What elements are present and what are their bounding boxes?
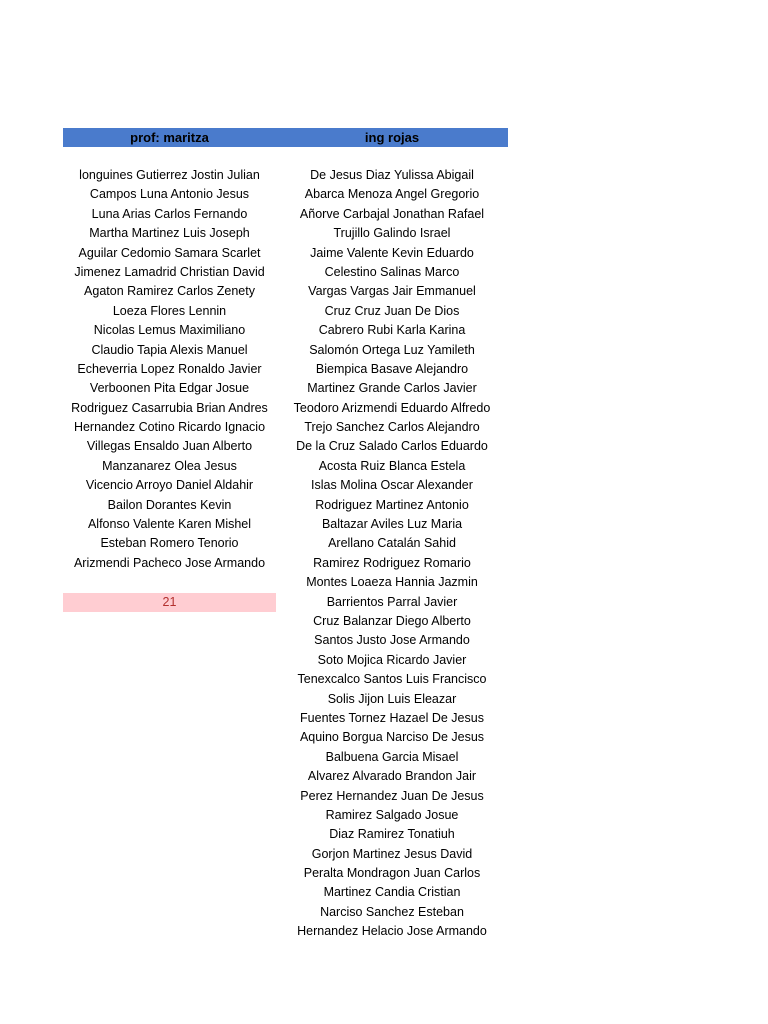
header-ing-rojas[interactable]: ing rojas <box>364 130 420 145</box>
name-cell[interactable]: Arellano Catalán Sahid <box>328 536 456 551</box>
name-cell[interactable]: Aquino Borgua Narciso De Jesus <box>299 730 485 745</box>
name-cell[interactable]: Agaton Ramirez Carlos Zenety <box>84 284 255 299</box>
name-cell[interactable]: Vicencio Arroyo Daniel Aldahir <box>85 478 254 493</box>
name-cell[interactable]: Claudio Tapia Alexis Manuel <box>91 342 248 357</box>
name-cell[interactable]: Vargas Vargas Jair Emmanuel <box>308 284 476 299</box>
name-cell[interactable]: Acosta Ruiz Blanca Estela <box>318 458 466 473</box>
name-cell[interactable]: Manzanarez Olea Jesus <box>102 458 237 473</box>
name-cell[interactable]: Teodoro Arizmendi Eduardo Alfredo <box>293 400 491 415</box>
name-cell[interactable]: Cruz Cruz Juan De Dios <box>324 303 460 318</box>
name-cell[interactable]: Jimenez Lamadrid Christian David <box>74 264 265 279</box>
name-cell[interactable]: Solis Jijon Luis Eleazar <box>327 691 457 706</box>
name-cell[interactable]: Barrientos Parral Javier <box>326 594 458 609</box>
name-cell[interactable]: Jaime Valente Kevin Eduardo <box>310 245 474 260</box>
left-name-column <box>63 166 276 573</box>
name-cell[interactable]: Peralta Mondragon Juan Carlos <box>303 866 481 881</box>
name-cell[interactable]: Luna Arias Carlos Fernando <box>91 206 248 221</box>
name-cell[interactable]: Esteban Romero Tenorio <box>100 536 239 551</box>
right-name-column <box>276 166 508 942</box>
name-cell[interactable]: Salomón Ortega Luz Yamileth <box>309 342 475 357</box>
name-cell[interactable]: Baltazar Aviles Luz Maria <box>321 517 463 532</box>
name-cell[interactable]: Rodriguez Martinez Antonio <box>315 497 469 512</box>
name-cell[interactable]: Perez Hernandez Juan De Jesus <box>300 788 484 803</box>
name-cell[interactable]: Tenexcalco Santos Luis Francisco <box>297 672 487 687</box>
name-cell[interactable]: Martinez Candia Cristian <box>323 885 461 900</box>
name-cell[interactable]: Aguilar Cedomio Samara Scarlet <box>78 245 261 260</box>
name-cell[interactable]: Soto Mojica Ricardo Javier <box>317 652 467 667</box>
name-cell[interactable]: Narciso Sanchez Esteban <box>320 904 464 919</box>
name-cell[interactable]: De Jesus Diaz Yulissa Abigail <box>310 168 474 182</box>
name-cell[interactable]: Abarca Menoza Angel Gregorio <box>304 187 480 202</box>
name-cell[interactable]: Ramirez Rodriguez Romario <box>313 555 471 570</box>
name-cell[interactable]: Islas Molina Oscar Alexander <box>311 478 473 493</box>
left-count-cell[interactable]: 21 <box>63 593 276 612</box>
name-cell[interactable]: Trujillo Galindo Israel <box>333 226 451 241</box>
name-cell[interactable]: Celestino Salinas Marco <box>324 264 460 279</box>
name-cell[interactable]: Ramirez Salgado Josue <box>325 807 459 822</box>
name-cell[interactable]: Alvarez Alvarado Brandon Jair <box>307 769 477 784</box>
name-cell[interactable]: Biempica Basave Alejandro <box>315 361 469 376</box>
name-cell[interactable]: longuines Gutierrez Jostin Julian <box>79 168 260 182</box>
name-cell[interactable]: Cruz Balanzar Diego Alberto <box>313 613 471 628</box>
name-cell[interactable]: Echeverria Lopez Ronaldo Javier <box>77 361 262 376</box>
name-cell[interactable]: Balbuena Garcia Misael <box>325 749 459 764</box>
name-cell[interactable]: Villegas Ensaldo Juan Alberto <box>86 439 253 454</box>
name-cell[interactable]: Gorjon Martinez Jesus David <box>311 846 473 861</box>
name-cell[interactable]: Hernandez Helacio Jose Armando <box>297 924 487 939</box>
name-cell[interactable]: Trejo Sanchez Carlos Alejandro <box>304 420 480 435</box>
header-row <box>63 128 508 147</box>
name-cell[interactable]: Fuentes Tornez Hazael De Jesus <box>300 710 484 725</box>
name-cell[interactable]: Cabrero Rubi Karla Karina <box>318 323 466 338</box>
name-cell[interactable]: Montes Loaeza Hannia Jazmin <box>306 575 478 590</box>
name-cell[interactable]: Bailon Dorantes Kevin <box>107 497 232 512</box>
name-cell[interactable]: Campos Luna Antonio Jesus <box>89 187 250 202</box>
name-cell[interactable]: Verboonen Pita Edgar Josue <box>89 381 250 396</box>
name-cell[interactable]: Martha Martinez Luis Joseph <box>89 226 250 241</box>
name-cell[interactable]: Diaz Ramirez Tonatiuh <box>329 827 455 842</box>
name-cell[interactable]: Loeza Flores Lennin <box>112 303 227 318</box>
name-cell[interactable]: Hernandez Cotino Ricardo Ignacio <box>73 420 266 435</box>
name-cell[interactable]: Nicolas Lemus Maximiliano <box>93 323 246 338</box>
name-cell[interactable]: Alfonso Valente Karen Mishel <box>87 517 252 532</box>
name-cell[interactable]: De la Cruz Salado Carlos Eduardo <box>296 439 488 454</box>
header-prof-maritza[interactable]: prof: maritza <box>130 130 209 145</box>
name-cell[interactable]: Añorve Carbajal Jonathan Rafael <box>299 206 485 221</box>
name-cell[interactable]: Arizmendi Pacheco Jose Armando <box>73 555 266 570</box>
name-cell[interactable]: Santos Justo Jose Armando <box>314 633 470 648</box>
name-cell[interactable]: Martinez Grande Carlos Javier <box>307 381 477 396</box>
name-cell[interactable]: Rodriguez Casarrubia Brian Andres <box>71 400 268 415</box>
